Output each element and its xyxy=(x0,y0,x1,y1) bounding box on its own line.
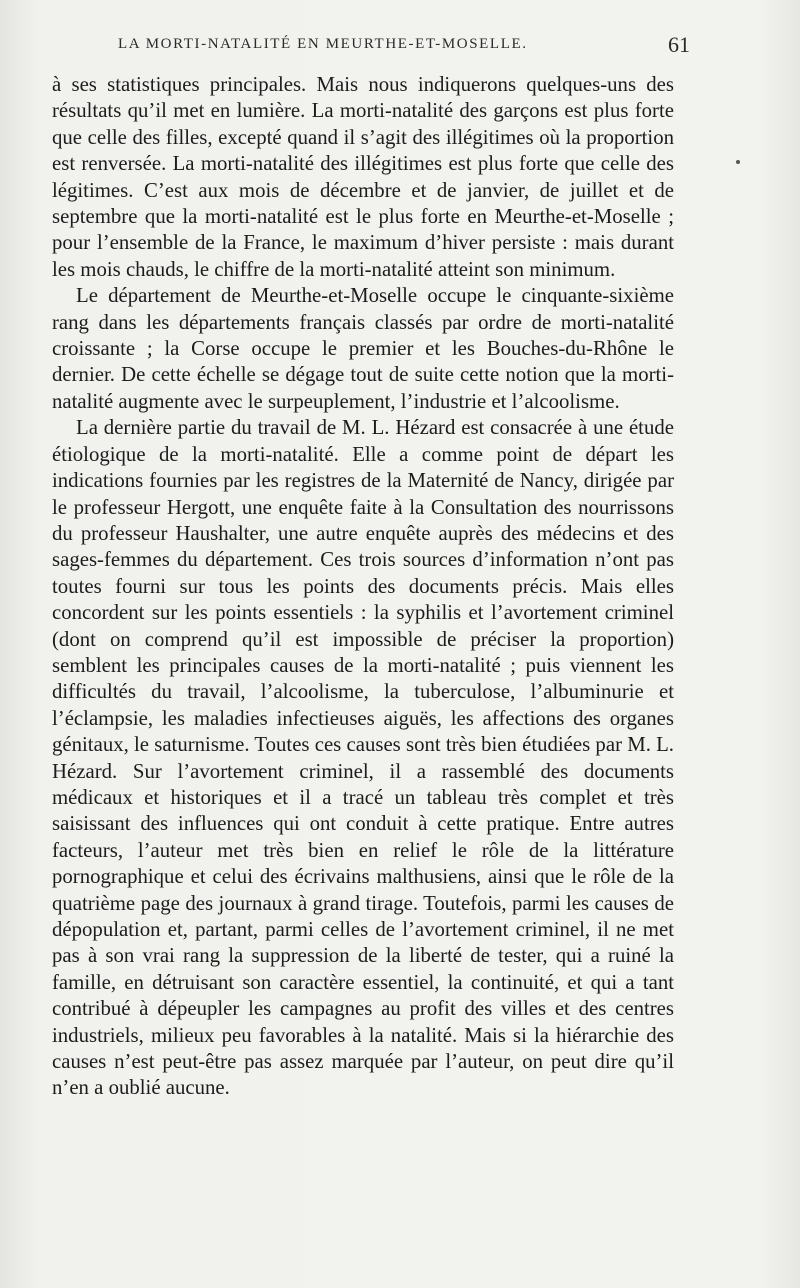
page-number: 61 xyxy=(668,32,690,57)
paragraph-ranking: Le département de Meurthe-et-Moselle occupe le cinquante-sixième rang dans les départements français classés par ordre de morti-natalité croissante ; la Corse occupe le premier et les Bouches-du-Rhône le dernier. De cette échelle se dégage tout de suite cette notion que la morti-natalité augmente avec le surpeuplement, l’industrie et l’alcoolisme. xyxy=(52,284,674,413)
paragraph-etiology: La dernière partie du travail de M. L. Hézard est consacrée à une étude étiologique de la morti-natalité. Elle a comme point de départ les indications fournies par les registres de la Maternité de Nancy, dirigée par le professeur Hergott, une enquête faite à la Consultation des nourrissons du professeur Haushalter, une autre enquête auprès des médecins et des sages-femmes du département. Ces trois sources d’information n’ont pas toutes fourni sur tous les points des documents précis. Mais elles concordent sur les points essentiels : la syphilis et l’avortement criminel (dont on comprend qu’il est impossible de préciser la proportion) semblent les principales causes de la morti-natalité ; puis viennent les difficultés du travail, l’alcoolisme, la tuberculose, l’albuminurie et l’éclampsie, les maladies infectieuses aiguës, les affections des organes génitaux, le saturnisme. Toutes ces causes sont très bien étudiées par M. L. Hézard. Sur l’avortement criminel, il a rassemblé des documents médicaux et historiques et il a tracé un tableau très complet et très saisissant des influences qui ont conduit à cette pratique. Entre autres facteurs, l’auteur met très bien en relief le rôle de la littérature pornographique et celui des écrivains malthusiens, ainsi que le rôle de la quatrième page des journaux à grand tirage. Toutefois, parmi les causes de dépopulation et, partant, parmi celles de l’avortement criminel, il ne met pas à son vrai rang la suppression de la liberté de tester, qui a ruiné la famille, en détruisant son caractère essentiel, la continuité, et qui a tant contribué à dépeupler les campagnes au profit des villes et des centres industriels, milieux peu favorables à la natalité. Mais si la hiérarchie des causes n’est peut-être pas assez marquée par l’auteur, on peut dire qu’il n’en a oublié aucune. xyxy=(52,416,674,1100)
running-header xyxy=(90,32,690,62)
running-title: LA MORTI-NATALITÉ EN MEURTHE-ET-MOSELLE. xyxy=(118,36,528,52)
paragraph-continued: à ses statistiques principales. Mais nous indiquerons quelques-uns des résultats qu’il met en lumière. La morti-natalité des garçons est plus forte que celle des filles, excepté quand il s’agit des illégitimes où la proportion est renversée. La morti-natalité des illégitimes est plus forte que celle des légitimes. C’est aux mois de décembre et de janvier, de juillet et de septembre que la morti-natalité est le plus forte en Meurthe-et-Moselle ; pour l’ensemble de la France, le maximum d’hiver persiste : mais durant les mois chauds, le chiffre de la morti-natalité atteint son minimum. xyxy=(52,73,674,281)
body-text xyxy=(52,72,674,1102)
print-speck xyxy=(736,160,740,164)
